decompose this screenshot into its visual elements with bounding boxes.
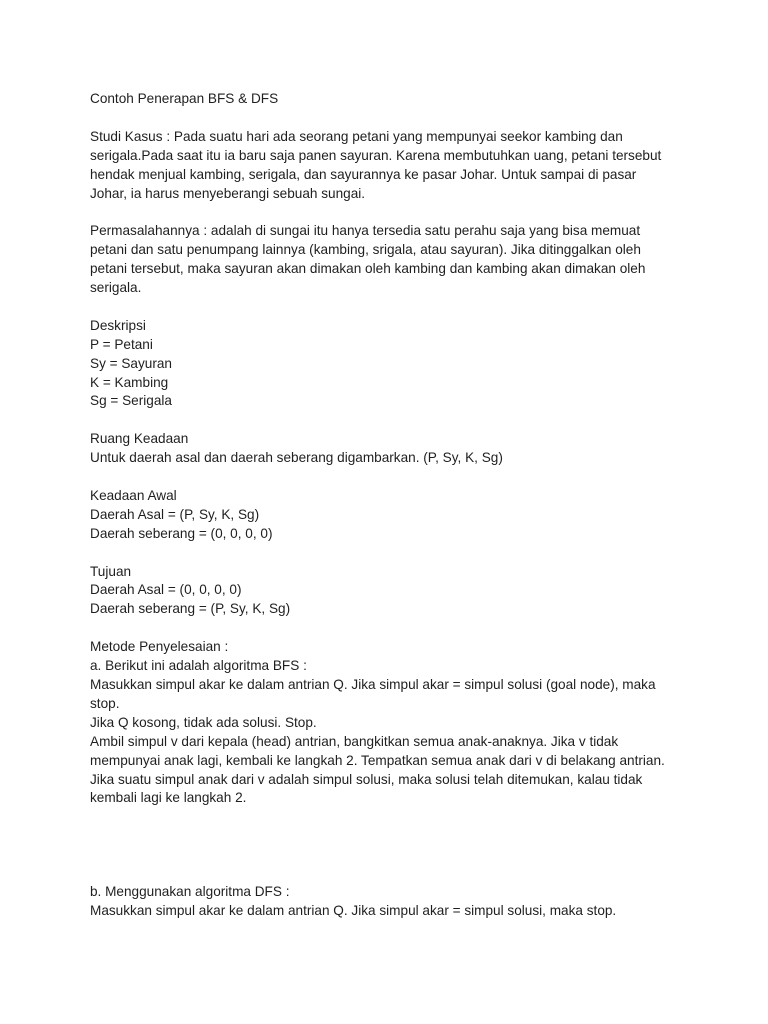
bfs-step-line: kembali lagi ke langkah 2. — [90, 790, 247, 806]
deskripsi-item: P = Petani — [90, 336, 153, 352]
bfs-step-line: mempunyai anak lagi, kembali ke langkah 2. Tempatkan semua anak dari v di belakang antrian. — [90, 752, 665, 768]
document-title: Contoh Penerapan BFS & DFS — [90, 91, 279, 106]
studi-kasus-line: hendak menjual kambing, serigala, dan sayurannya ke pasar Johar. Untuk sampai di pasar — [90, 166, 637, 182]
bfs-step-line: Masukkan simpul akar ke dalam antrian Q. Jika simpul akar = simpul solusi (goal node), maka — [90, 676, 656, 692]
tujuan-seberang: Daerah seberang = (P, Sy, K, Sg) — [90, 601, 291, 617]
studi-kasus-line: serigala.Pada saat itu ia baru saja panen sayuran. Karena membutuhkan uang, petani tersebut — [90, 147, 662, 163]
keadaan-awal-heading: Keadaan Awal — [90, 487, 177, 503]
tujuan-heading: Tujuan — [90, 563, 132, 579]
studi-kasus-line: Johar, ia harus menyeberangi sebuah sungai. — [90, 185, 366, 201]
deskripsi-heading: Deskripsi — [90, 317, 146, 333]
bfs-step-line: stop. — [90, 695, 120, 711]
deskripsi-item: Sg = Serigala — [90, 393, 172, 409]
metode-heading: Metode Penyelesaian : — [90, 639, 229, 655]
bfs-step-line: Jika Q kosong, tidak ada solusi. Stop. — [90, 714, 317, 730]
ruang-keadaan-heading: Ruang Keadaan — [90, 431, 189, 447]
permasalahan-line: serigala. — [90, 280, 142, 296]
permasalahan-line: petani tersebut, maka sayuran akan dimakan oleh kambing dan kambing akan dimakan oleh — [90, 261, 646, 277]
studi-kasus-line: Studi Kasus : Pada suatu hari ada seorang petani yang mempunyai seekor kambing dan — [90, 128, 623, 144]
document-body — [90, 90, 710, 921]
bfs-step-line: Ambil simpul v dari kepala (head) antrian, bangkitkan semua anak-anaknya. Jika v tidak — [90, 733, 619, 749]
permasalahan-line: petani dan satu penumpang lainnya (kambing, srigala, atau sayuran). Jika ditinggalkan oleh — [90, 242, 641, 258]
bfs-intro: a. Berikut ini adalah algoritma BFS : — [90, 658, 307, 674]
keadaan-awal-seberang: Daerah seberang = (0, 0, 0, 0) — [90, 525, 273, 541]
ruang-keadaan-text: Untuk daerah asal dan daerah seberang digambarkan. (P, Sy, K, Sg) — [90, 450, 503, 466]
deskripsi-item: Sy = Sayuran — [90, 355, 172, 371]
tujuan-asal: Daerah Asal = (0, 0, 0, 0) — [90, 582, 242, 598]
bfs-step-line: Jika suatu simpul anak dari v adalah simpul solusi, maka solusi telah ditemukan, kalau tidak — [90, 771, 643, 787]
deskripsi-item: K = Kambing — [90, 374, 169, 390]
dfs-intro: b. Menggunakan algoritma DFS : — [90, 884, 290, 900]
dfs-step-line: Masukkan simpul akar ke dalam antrian Q. Jika simpul akar = simpul solusi, maka stop. — [90, 903, 617, 919]
keadaan-awal-asal: Daerah Asal = (P, Sy, K, Sg) — [90, 506, 260, 522]
permasalahan-line: Permasalahannya : adalah di sungai itu hanya tersedia satu perahu saja yang bisa memuat — [90, 223, 641, 239]
